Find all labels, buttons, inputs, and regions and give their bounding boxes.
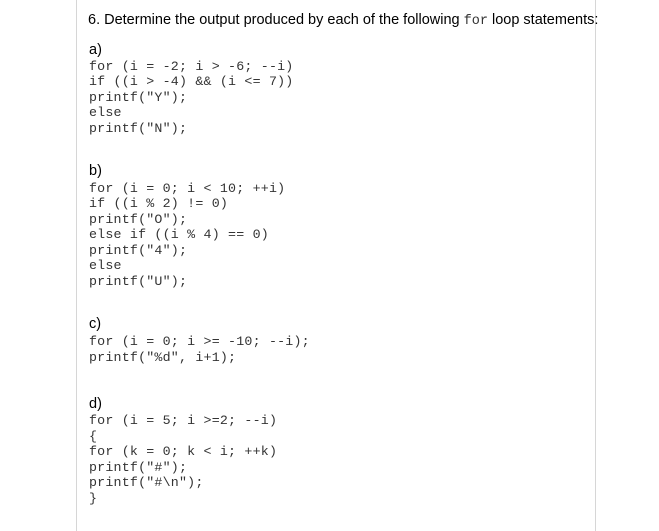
- part-d-label: d): [89, 396, 102, 412]
- question-keyword: for: [463, 14, 488, 29]
- question-heading: [88, 12, 598, 29]
- part-b-code-line: printf("4");: [89, 243, 188, 258]
- part-c-code-line: printf("%d", i+1);: [89, 350, 237, 365]
- part-a-code-line: printf("Y");: [89, 90, 188, 105]
- part-d-code-line: for (i = 5; i >=2; --i): [89, 413, 278, 428]
- part-d-code-line: {: [89, 429, 98, 444]
- part-c-code-line: for (i = 0; i >= -10; --i);: [89, 334, 310, 349]
- part-c-label: c): [89, 316, 102, 332]
- part-b-code-line: else: [89, 258, 122, 273]
- part-a-code-line: else: [89, 105, 122, 120]
- part-d-code-line: printf("#");: [89, 460, 188, 475]
- question-suffix: loop statements:: [487, 12, 599, 28]
- part-a-label: a): [89, 42, 102, 58]
- part-b-code-line: for (i = 0; i < 10; ++i): [89, 181, 286, 196]
- question-prefix: 6. Determine the output produced by each of the following: [88, 12, 464, 28]
- part-a-code-line: printf("N");: [89, 121, 188, 136]
- part-b-label: b): [89, 163, 102, 179]
- part-d-code-line: printf("#\n");: [89, 475, 204, 490]
- part-b-code-line: printf("O");: [89, 212, 188, 227]
- part-a-code-line: for (i = -2; i > -6; --i): [89, 59, 294, 74]
- part-b-code-line: printf("U");: [89, 274, 188, 289]
- part-b-code-line: if ((i % 2) != 0): [89, 196, 229, 211]
- part-a-code-line: if ((i > -4) && (i <= 7)): [89, 74, 294, 89]
- part-b-code-line: else if ((i % 4) == 0): [89, 227, 269, 242]
- part-d-code-line: }: [89, 491, 98, 506]
- part-d-code-line: for (k = 0; k < i; ++k): [89, 444, 278, 459]
